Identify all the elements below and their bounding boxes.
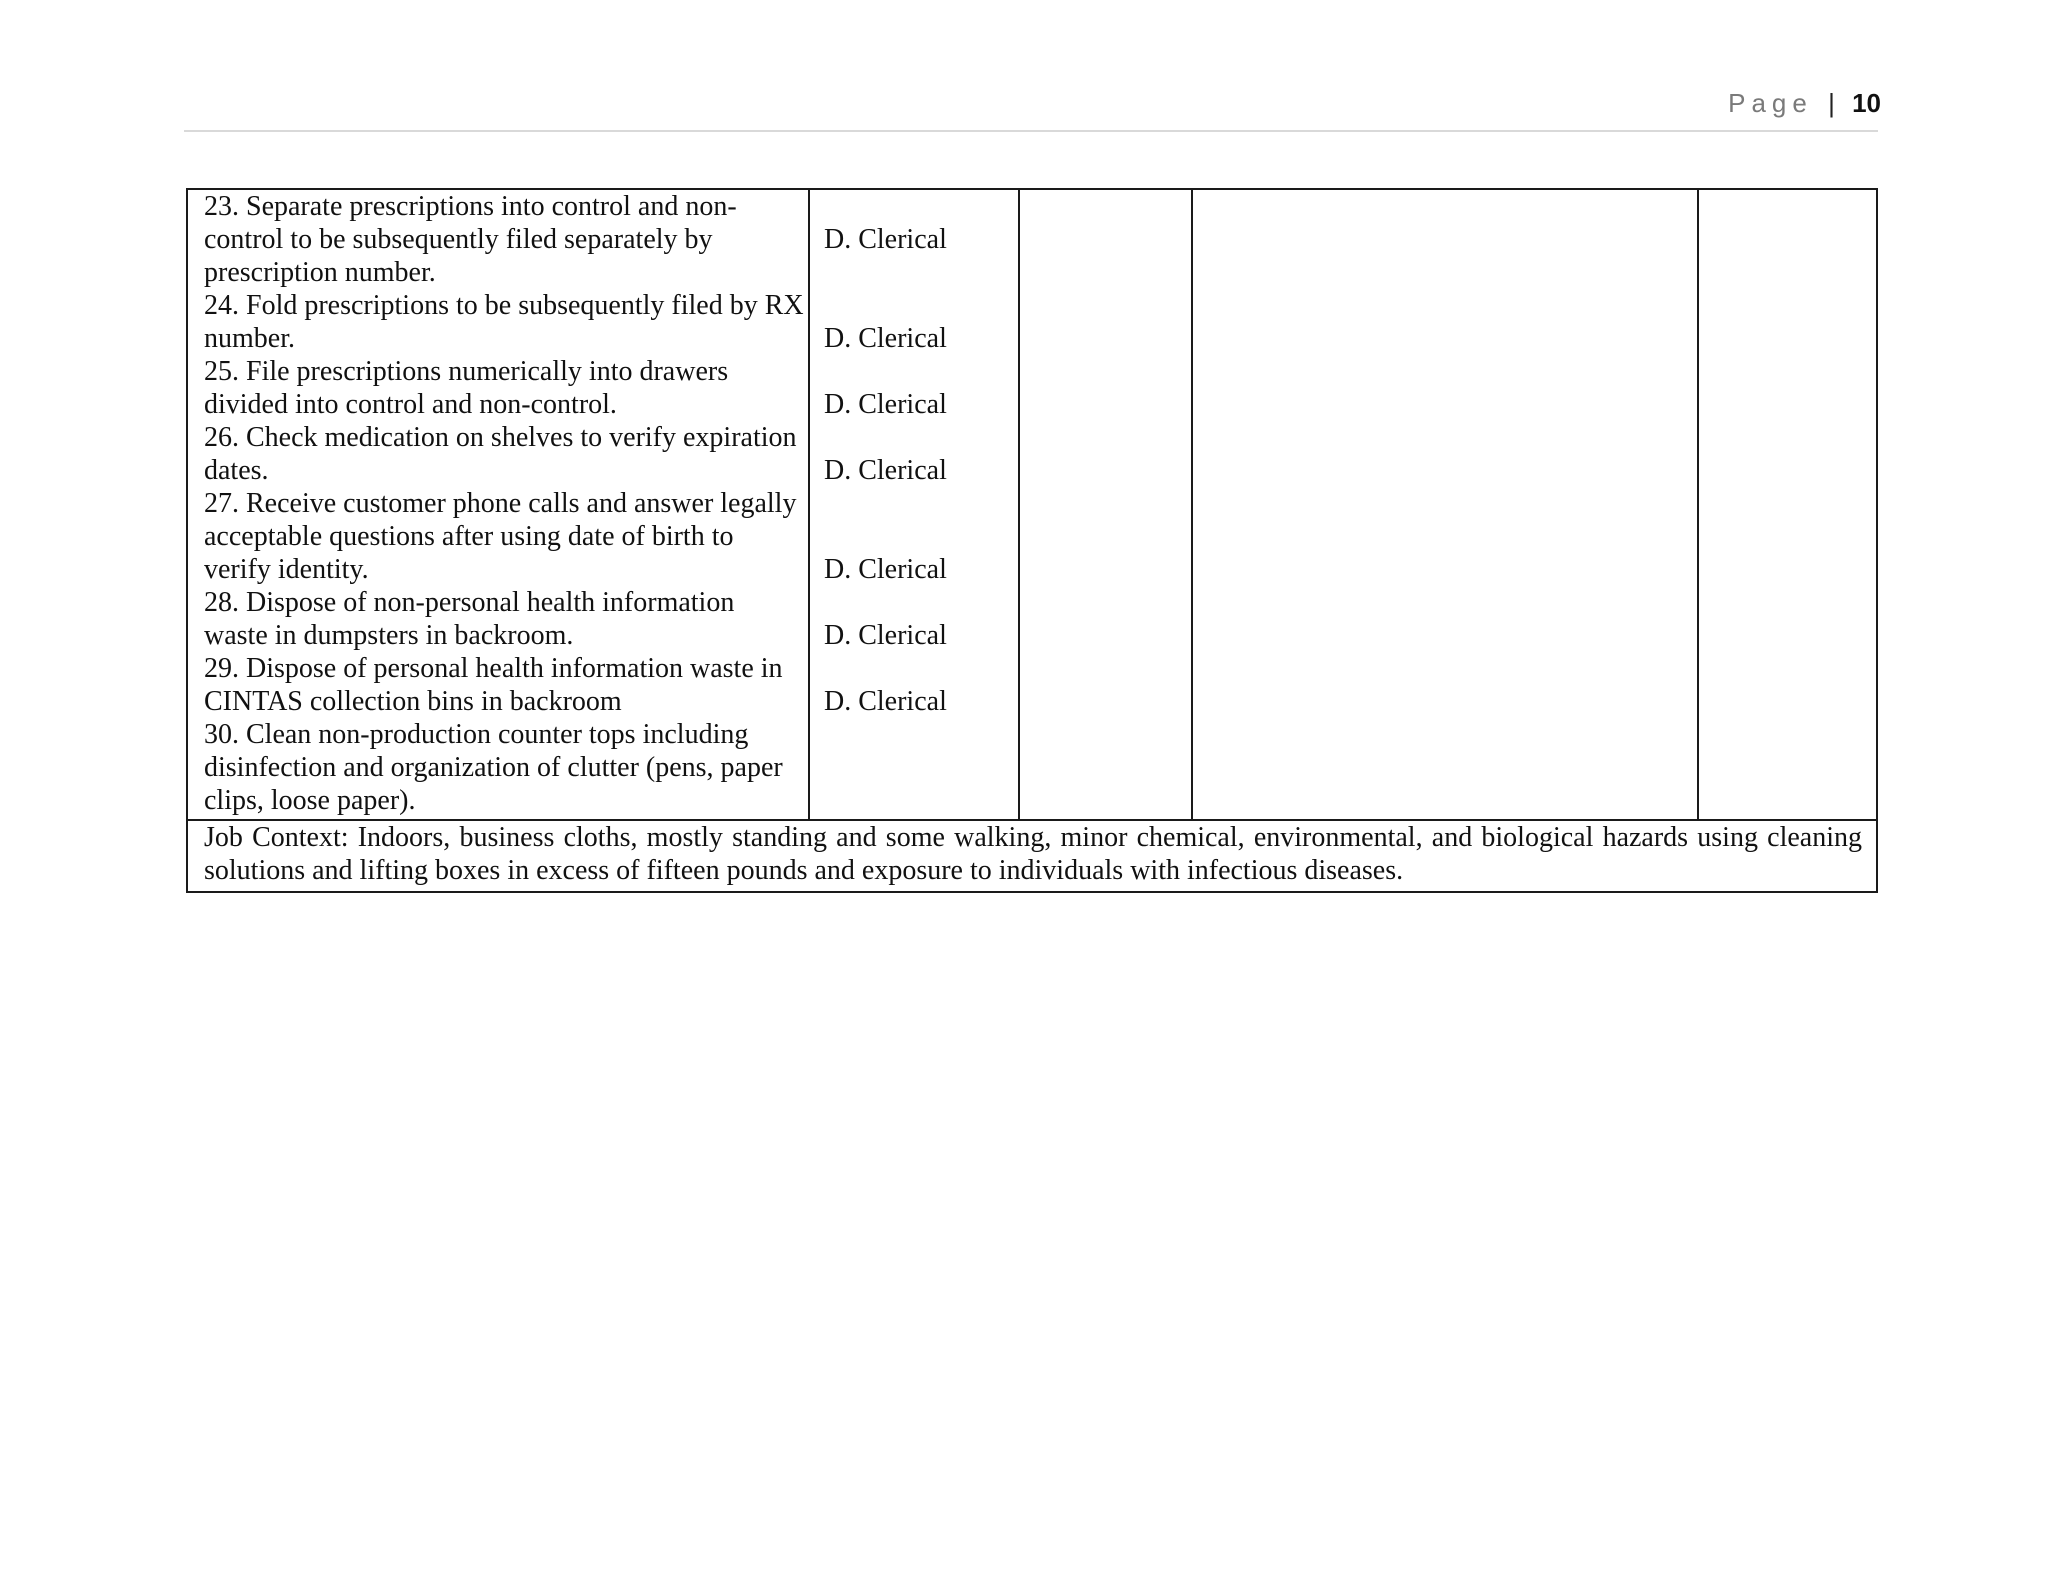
category-label: D. Clerical (824, 455, 947, 486)
category-label: D. Clerical (824, 554, 947, 585)
page-header (1728, 88, 1881, 118)
task-text: 25. File prescriptions numerically into drawers divided into control and non-control. (204, 356, 729, 420)
category-label: D. Clerical (824, 389, 947, 420)
page-label: Page (1728, 88, 1813, 118)
task-text: 24. Fold prescriptions to be subsequently filed by RX number. (204, 290, 804, 354)
task-item (204, 586, 798, 652)
page-separator: | (1828, 88, 1835, 118)
task-item (204, 421, 798, 487)
table-row (187, 820, 1877, 892)
task-item (204, 190, 798, 289)
category-cell (809, 189, 1019, 820)
task-list-cell (187, 189, 809, 820)
category-label: D. Clerical (824, 620, 947, 651)
category-label: D. Clerical (824, 686, 947, 717)
task-text: 27. Receive customer phone calls and answer legally acceptable questions after using date of birth to verify identity. (204, 488, 797, 585)
empty-cell (1019, 189, 1192, 820)
job-context-cell: Job Context: Indoors, business cloths, mostly standing and some walking, minor chemical, environmental, and biological hazards using cleaning solutions and lifting boxes in excess of fifteen pounds and exposure to individuals with infectious diseases. (187, 820, 1877, 892)
category-label: D. Clerical (824, 224, 947, 255)
duty-table (186, 188, 1878, 893)
empty-cell (1192, 189, 1698, 820)
task-text: 29. Dispose of personal health information waste in CINTAS collection bins in backroom (204, 653, 783, 717)
task-text: 30. Clean non-production counter tops including disinfection and organization of clutter (pens, paper clips, loose paper). (204, 719, 783, 816)
task-text: 26. Check medication on shelves to verify expiration dates. (204, 422, 797, 486)
page-number: 10 (1852, 88, 1881, 118)
task-item (204, 289, 804, 355)
task-text: 28. Dispose of non-personal health information waste in dumpsters in backroom. (204, 587, 735, 651)
table-row (187, 189, 1877, 820)
task-item (204, 355, 798, 421)
task-text: 23. Separate prescriptions into control and non-control to be subsequently filed separately by prescription number. (204, 191, 737, 288)
empty-cell (1698, 189, 1877, 820)
category-label: D. Clerical (824, 323, 947, 354)
task-item (204, 487, 798, 586)
header-divider (184, 130, 1878, 132)
task-item (204, 718, 798, 817)
task-item (204, 652, 798, 718)
